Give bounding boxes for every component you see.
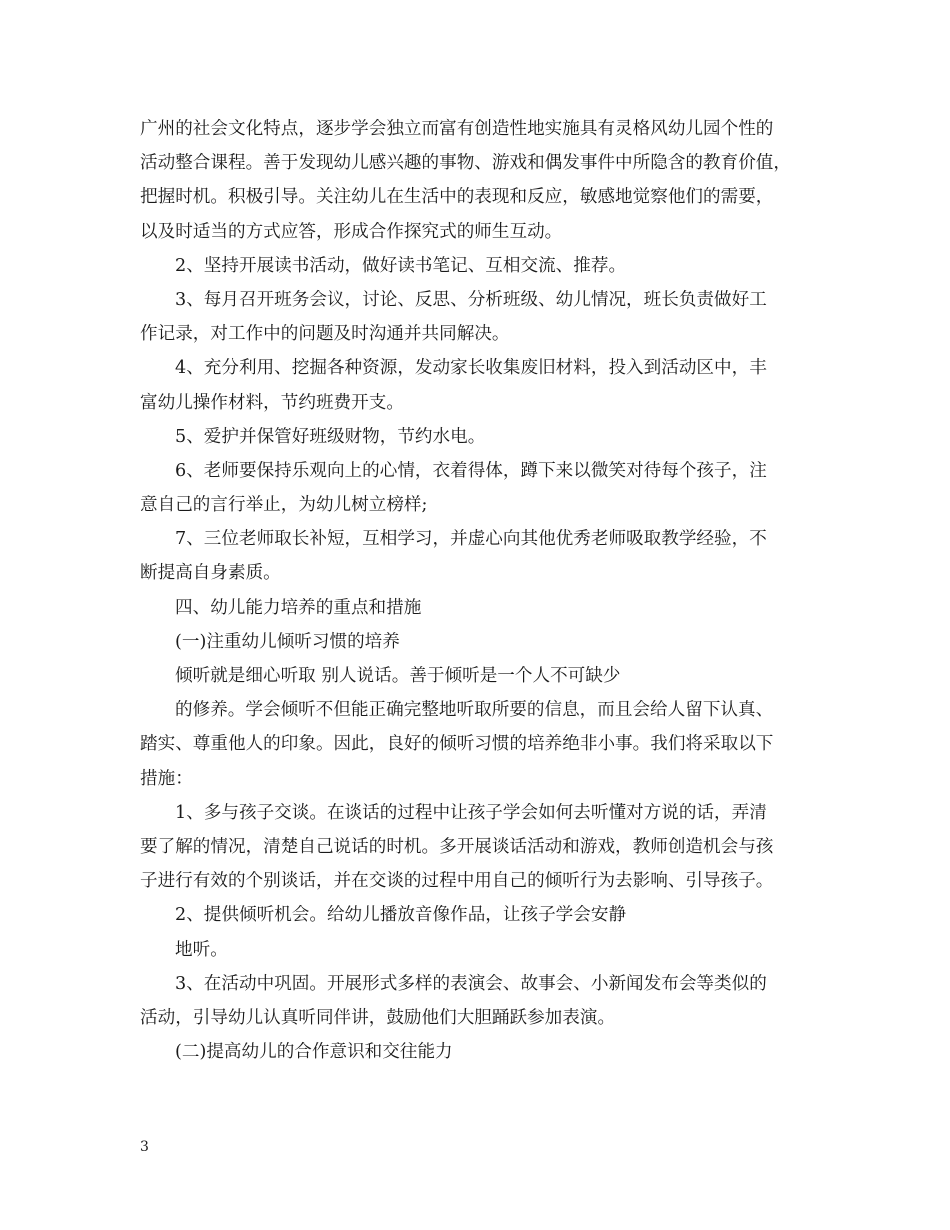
section-heading: 四、幼儿能力培养的重点和措施 [175,597,422,618]
text-line: 4、充分利用、挖掘各种资源，发动家长收集废旧材料，投入到活动区中，丰 [175,358,767,379]
text-line: 富幼儿操作材料，节约班费开支。 [140,392,404,413]
text-line: 子进行有效的个别谈话，并在交谈的过程中用自己的倾听行为去影响、引导孩子。 [140,871,774,892]
text-line: 措施： [140,768,193,789]
text-line: 断提高自身素质。 [140,563,281,584]
text-line: 7、三位老师取长补短，互相学习，并虚心向其他优秀老师吸取教学经验，不 [175,529,767,550]
text-line: 要了解的情况，清楚自己说话的时机。多开展谈话活动和游戏，教师创造机会与孩 [140,836,774,857]
text-line: 踏实、尊重他人的印象。因此，良好的倾听习惯的培养绝非小事。我们将采取以下 [140,734,774,755]
page-number: 3 [140,1139,149,1155]
text-line: 6、老师要保持乐观向上的心情，衣着得体，蹲下来以微笑对待每个孩子，注 [175,460,767,481]
text-line: 地听。 [175,939,228,960]
text-line: 3、每月召开班务会议，讨论、反思、分析班级、幼儿情况，班长负责做好工 [175,289,767,310]
subsection-heading: (一)注重幼儿倾听习惯的培养 [175,631,400,652]
text-line: 以及时适当的方式应答，形成合作探究式的师生互动。 [140,221,563,242]
text-line: 倾听就是细心听取 别人说话。善于倾听是一个人不可缺少 [175,666,621,686]
subsection-heading: (二)提高幼儿的合作意识和交往能力 [175,1042,453,1063]
document-body [140,112,820,1069]
text-line: 把握时机。积极引导。关注幼儿在生活中的表现和反应，敏感地觉察他们的需要， [140,187,774,208]
text-line: 2、坚持开展读书活动，做好读书笔记、互相交流、推荐。 [175,255,627,276]
text-line: 5、爱护并保管好班级财物，节约水电。 [175,426,486,447]
text-line: 活动整合课程。善于发现幼儿感兴趣的事物、游戏和偶发事件中所隐含的教育价值， [140,153,791,174]
text-line: 的修养。学会倾听不但能正确完整地听取所要的信息，而且会给人留下认真、 [175,700,774,721]
text-line: 3、在活动中巩固。开展形式多样的表演会、故事会、小新闻发布会等类似的 [175,973,767,994]
text-line: 活动，引导幼儿认真听同伴讲，鼓励他们大胆踊跃参加表演。 [140,1007,616,1028]
text-line: 2、提供倾听机会。给幼儿播放音像作品，让孩子学会安静 [175,905,627,926]
text-line: 1、多与孩子交谈。在谈话的过程中让孩子学会如何去听懂对方说的话，弄清 [175,802,767,823]
text-line: 作记录，对工作中的问题及时沟通并共同解决。 [140,324,510,345]
text-line: 意自己的言行举止，为幼儿树立榜样; [140,495,428,516]
text-line: 广州的社会文化特点，逐步学会独立而富有创造性地实施具有灵格风幼儿园个性的 [140,119,774,139]
